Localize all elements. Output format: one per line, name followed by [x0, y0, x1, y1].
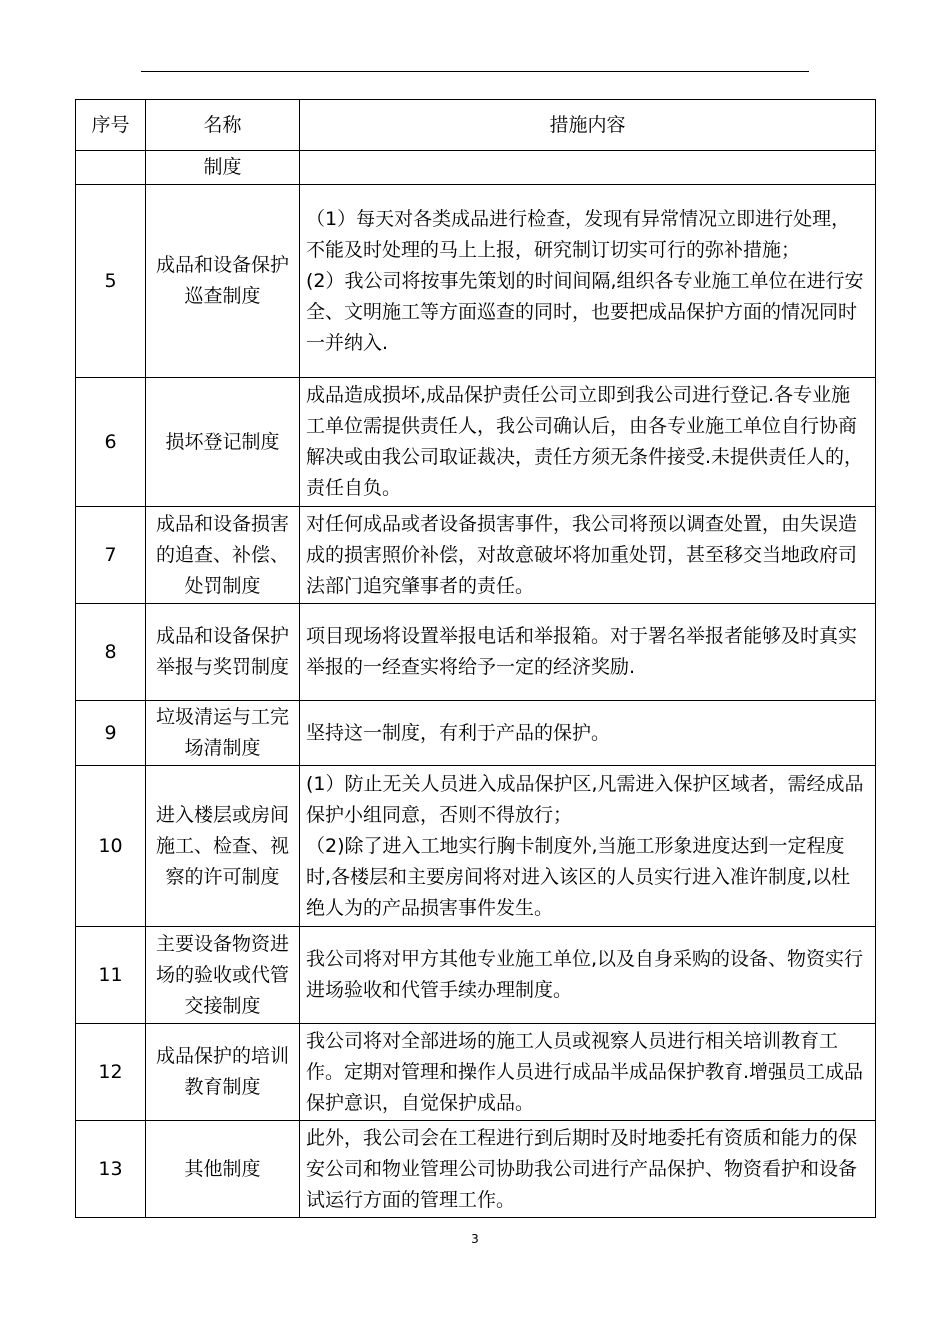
row-name: 成品和设备保护举报与奖罚制度	[146, 604, 300, 701]
table-body	[76, 151, 876, 1218]
table-row	[76, 701, 876, 766]
row-name: 主要设备物资进场的验收或代管交接制度	[146, 927, 300, 1024]
row-name: 损坏登记制度	[146, 378, 300, 507]
table-row	[76, 378, 876, 507]
row-name: 垃圾清运与工完场清制度	[146, 701, 300, 766]
table-row	[76, 151, 876, 185]
content-paragraph: 坚持这一制度，有利于产品的保护。	[306, 721, 611, 744]
table-row	[76, 766, 876, 927]
table-row	[76, 507, 876, 604]
row-index: 8	[76, 604, 146, 701]
header-rule	[141, 71, 809, 72]
content-paragraph: 此外，我公司会在工程进行到后期时及时地委托有资质和能力的保安公司和物业管理公司协助我公司进行产品保护、物资看护和设备试运行方面的管理工作。	[306, 1126, 858, 1211]
row-name: 成品和设备保护巡查制度	[146, 185, 300, 378]
content-paragraph: (1）防止无关人员进入成品保护区,凡需进入保护区域者，需经成品保护小组同意，否则不得放行；	[306, 772, 864, 826]
row-name: 成品和设备损害的追查、补偿、处罚制度	[146, 507, 300, 604]
table-row	[76, 927, 876, 1024]
row-index: 7	[76, 507, 146, 604]
row-content	[300, 604, 876, 701]
header-content: 措施内容	[300, 100, 876, 151]
row-name: 进入楼层或房间施工、检查、视察的许可制度	[146, 766, 300, 927]
row-name: 制度	[146, 151, 300, 185]
row-index: 13	[76, 1121, 146, 1218]
row-content	[300, 507, 876, 604]
table-header-row	[76, 100, 876, 151]
table-row	[76, 1024, 876, 1121]
content-paragraph: （1）每天对各类成品进行检查，发现有异常情况立即进行处理，不能及时处理的马上上报，研究制订切实可行的弥补措施；	[306, 207, 851, 261]
content-paragraph: 项目现场将设置举报电话和举报箱。对于署名举报者能够及时真实举报的一经查实将给予一定的经济奖励.	[306, 625, 858, 678]
content-paragraph: 对任何成品或者设备损害事件，我公司将预以调查处置，由失误造成的损害照价补偿，对故意破坏将加重处罚，甚至移交当地政府司法部门追究肇事者的责任。	[306, 512, 858, 597]
header-name: 名称	[146, 100, 300, 151]
row-index: 9	[76, 701, 146, 766]
row-index: 10	[76, 766, 146, 927]
row-content	[300, 927, 876, 1024]
row-index: 6	[76, 378, 146, 507]
header-index: 序号	[76, 100, 146, 151]
row-index: 12	[76, 1024, 146, 1121]
content-paragraph: (2）我公司将按事先策划的时间间隔,组织各专业施工单位在进行安全、文明施工等方面巡查的同时，也要把成品保护方面的情况同时一并纳入.	[306, 269, 864, 354]
table-row	[76, 185, 876, 378]
row-name: 其他制度	[146, 1121, 300, 1218]
row-content	[300, 378, 876, 507]
content-paragraph: 成品造成损坏,成品保护责任公司立即到我公司进行登记.各专业施工单位需提供责任人，我公司确认后，由各专业施工单位自行协商解决或由我公司取证裁决，责任方须无条件接受.未提供责任人的，责任自负。	[306, 384, 864, 499]
content-paragraph: （2)除了进入工地实行胸卡制度外,当施工形象进度达到一定程度时,各楼层和主要房间将对进入该区的人员实行进入准许制度,以杜绝人为的产品损害事件发生。	[306, 834, 851, 919]
page-number: 3	[471, 1232, 479, 1246]
row-index: 11	[76, 927, 146, 1024]
table-row	[76, 604, 876, 701]
content-paragraph: 我公司将对全部进场的施工人员或视察人员进行相关培训教育工作。定期对管理和操作人员进行成品半成品保护教育.增强员工成品保护意识，自觉保护成品。	[306, 1029, 864, 1114]
row-content	[300, 151, 876, 185]
row-content	[300, 1121, 876, 1218]
row-content	[300, 766, 876, 927]
row-content	[300, 701, 876, 766]
row-index: 5	[76, 185, 146, 378]
row-name: 成品保护的培训教育制度	[146, 1024, 300, 1121]
row-index	[76, 151, 146, 185]
row-content	[300, 185, 876, 378]
row-content	[300, 1024, 876, 1121]
table-row	[76, 1121, 876, 1218]
content-paragraph: 我公司将对甲方其他专业施工单位,以及自身采购的设备、物资实行进场验收和代管手续办理制度。	[306, 948, 864, 1001]
measures-table	[75, 99, 876, 1218]
